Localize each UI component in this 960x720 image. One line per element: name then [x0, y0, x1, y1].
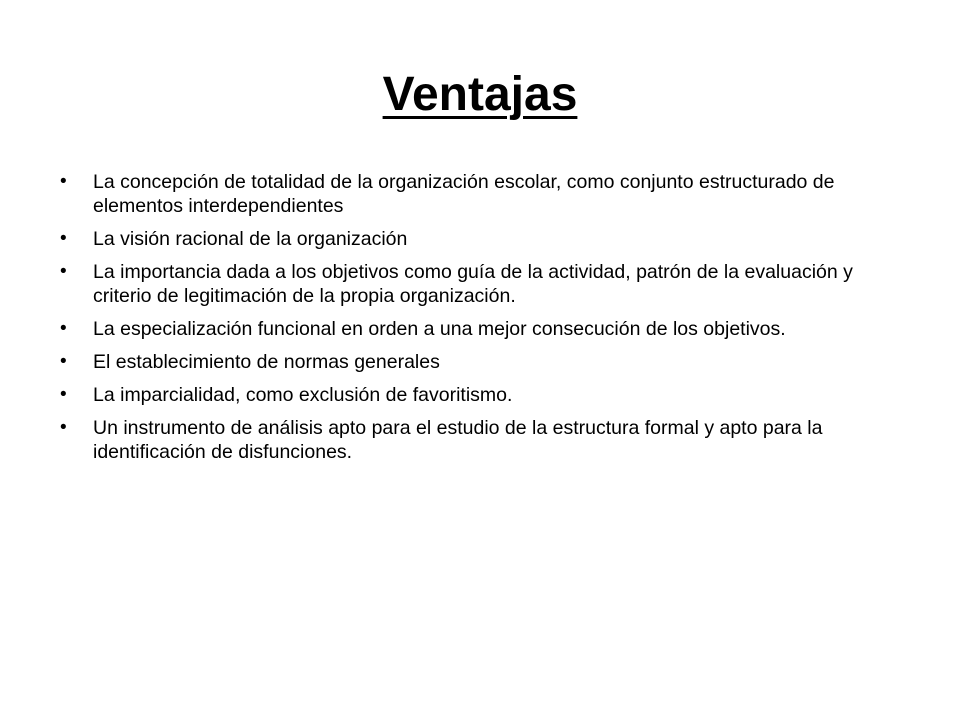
bullet-icon: • [60, 417, 67, 438]
bullet-text: La especialización funcional en orden a una mejor consecución de los objetivos. [93, 318, 786, 340]
bullet-item [60, 170, 900, 218]
bullet-icon: • [60, 261, 67, 282]
bullet-item [60, 260, 900, 308]
bullet-text: La importancia dada a los objetivos como guía de la actividad, patrón de la evaluación y criterio de legitimación de la propia organización. [93, 261, 853, 307]
bullet-item [60, 227, 900, 251]
bullet-icon: • [60, 171, 67, 192]
bullet-text: Un instrumento de análisis apto para el estudio de la estructura formal y apto para la identificación de disfunciones. [93, 417, 823, 463]
slide-title-text: Ventajas [382, 68, 578, 121]
bullet-item [60, 317, 900, 341]
slide-title [0, 60, 960, 130]
bullet-item [60, 416, 900, 464]
bullet-item [60, 350, 900, 374]
bullet-text: La concepción de totalidad de la organización escolar, como conjunto estructurado de elementos interdependientes [93, 171, 835, 217]
bullet-text: La imparcialidad, como exclusión de favoritismo. [93, 384, 513, 406]
bullet-icon: • [60, 318, 67, 339]
bullet-icon: • [60, 351, 67, 372]
bullet-icon: • [60, 228, 67, 249]
bullet-text: El establecimiento de normas generales [93, 351, 440, 373]
bullet-item [60, 383, 900, 407]
bullet-icon: • [60, 384, 67, 405]
bullet-text: La visión racional de la organización [93, 228, 408, 250]
bullet-list [60, 170, 900, 473]
